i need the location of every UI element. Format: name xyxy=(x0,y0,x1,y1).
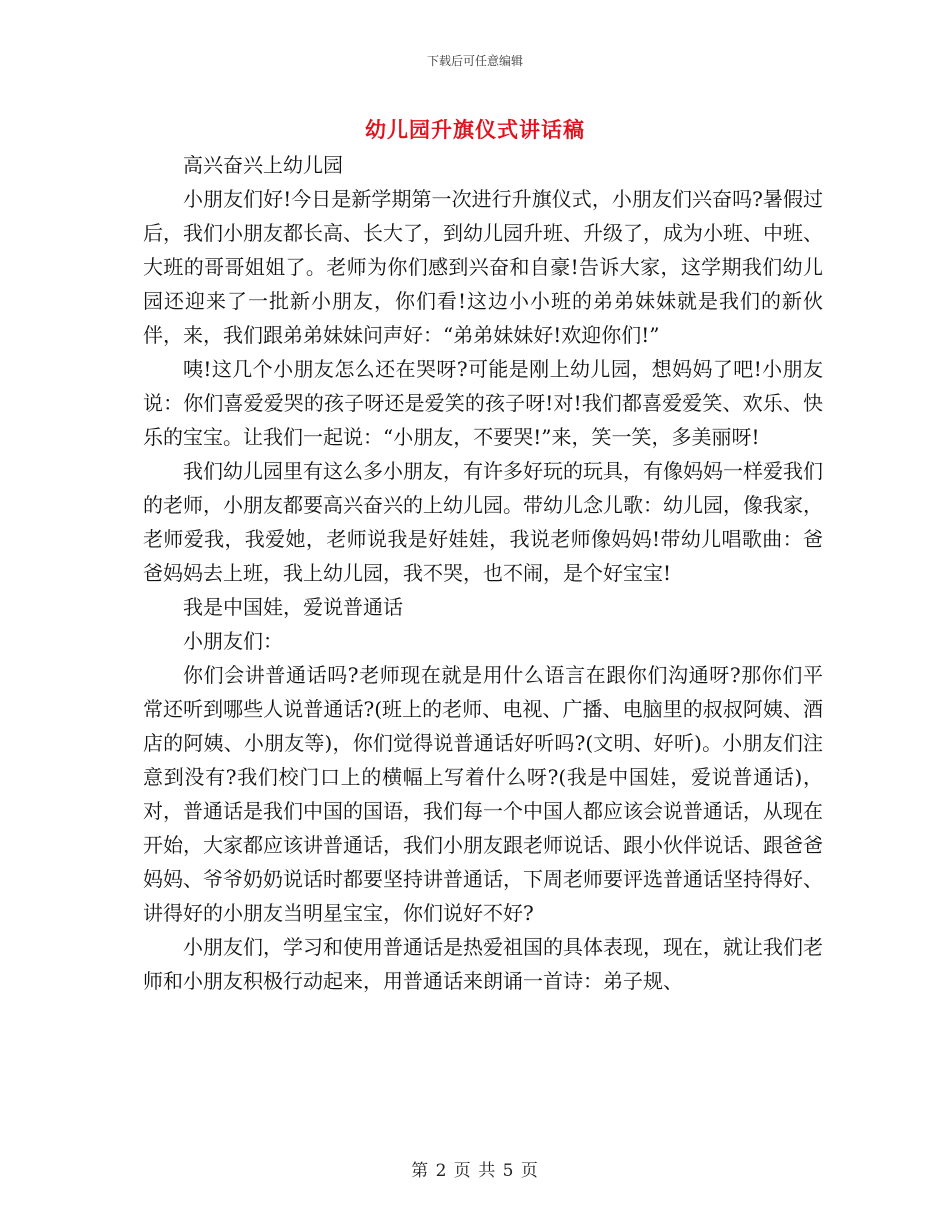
paragraph: 小朋友们： xyxy=(183,629,283,653)
page-number: 第 2 页 共 5 页 xyxy=(411,1161,539,1181)
page-header-note: 下载后可任意编辑 xyxy=(426,54,523,68)
paragraph: 咦!这几个小朋友怎么还在哭呀?可能是刚上幼儿园，想妈妈了吧!小朋友说：你们喜爱爱哭的孩子呀还是爱笑的孩子呀!对!我们都喜爱爱笑、欢乐、快乐的宝宝。让我们一起说：“小朋友，不要哭!”来，笑一笑，多美丽呀! xyxy=(143,357,823,449)
paragraph: 高兴奋兴上幼儿园 xyxy=(183,153,343,177)
document-title: 幼儿园升旗仪式讲话稿 xyxy=(365,117,585,142)
paragraph: 小朋友们好!今日是新学期第一次进行升旗仪式，小朋友们兴奋吗?暑假过后，我们小朋友都长高、长大了，到幼儿园升班、升级了，成为小班、中班、大班的哥哥姐姐了。老师为你们感到兴奋和自豪!告诉大家，这学期我们幼儿园还迎来了一批新小朋友，你们看!这边小小班的弟弟妹妹就是我们的新伙伴，来，我们跟弟弟妹妹问声好：“弟弟妹妹好!欢迎你们!” xyxy=(143,187,823,347)
document-body xyxy=(143,148,823,998)
paragraph: 我是中国娃，爱说普通话 xyxy=(183,595,403,619)
paragraph: 小朋友们，学习和使用普通话是热爱祖国的具体表现，现在，就让我们老师和小朋友积极行动起来，用普通话来朗诵一首诗：弟子规、 xyxy=(143,935,823,993)
paragraph: 你们会讲普通话吗?老师现在就是用什么语言在跟你们沟通呀?那你们平常还听到哪些人说普通话?(班上的老师、电视、广播、电脑里的叔叔阿姨、酒店的阿姨、小朋友等)，你们觉得说普通话好听吗?(文明、好听)。小朋友们注意到没有?我们校门口上的横幅上写着什么呀?(我是中国娃，爱说普通话)，对，普通话是我们中国的国语，我们每一个中国人都应该会说普通话，从现在开始，大家都应该讲普通话，我们小朋友跟老师说话、跟小伙伴说话、跟爸爸妈妈、爷爷奶奶说话时都要坚持讲普通话，下周老师要评选普通话坚持得好、讲得好的小朋友当明星宝宝，你们说好不好? xyxy=(143,663,823,925)
paragraph: 我们幼儿园里有这么多小朋友，有许多好玩的玩具，有像妈妈一样爱我们的老师，小朋友都要高兴奋兴的上幼儿园。带幼儿念儿歌：幼儿园，像我家，老师爱我，我爱她，老师说我是好娃娃，我说老师像妈妈!带幼儿唱歌曲：爸爸妈妈去上班，我上幼儿园，我不哭，也不闹，是个好宝宝! xyxy=(143,459,823,585)
